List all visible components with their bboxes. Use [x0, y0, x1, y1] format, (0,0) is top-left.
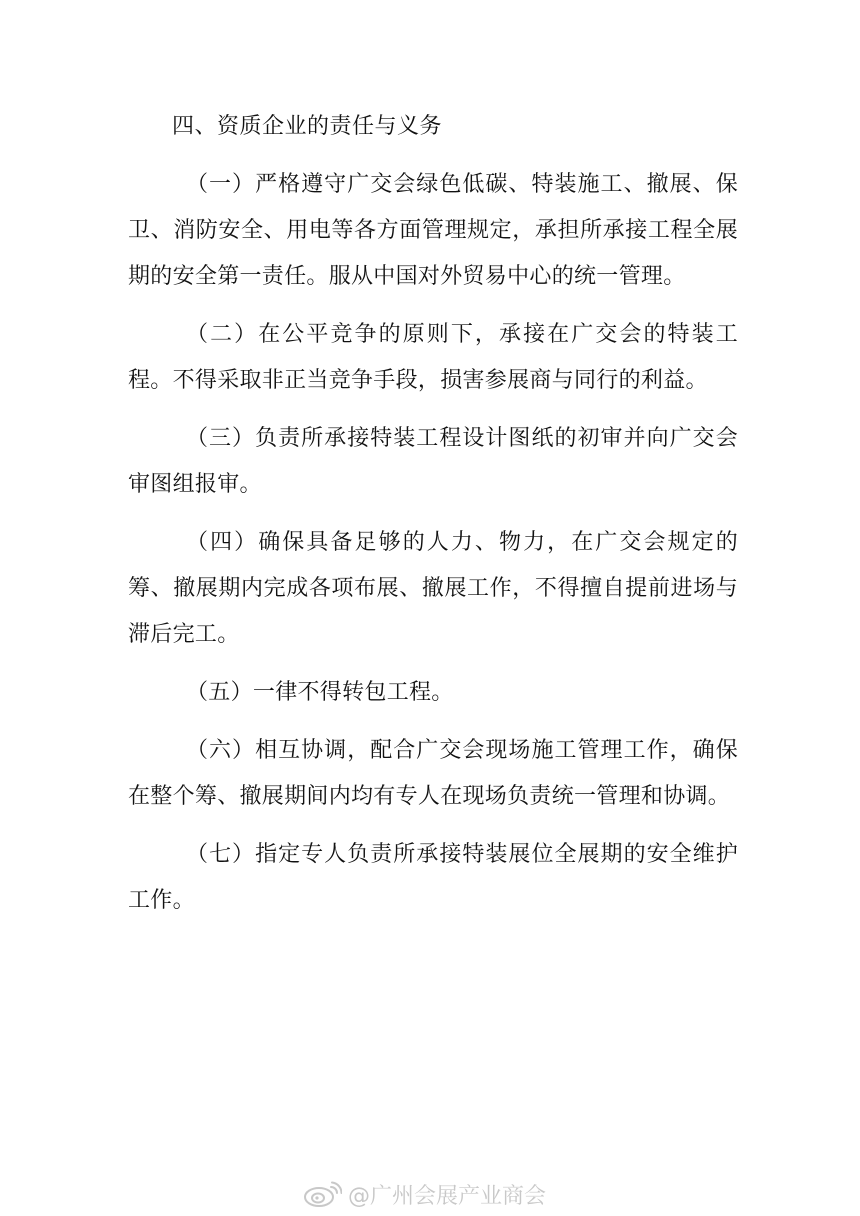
weibo-icon	[302, 1181, 342, 1207]
paragraph-1: （一）严格遵守广交会绿色低碳、特装施工、撤展、保卫、消防安全、用电等各方面管理规定，承担所承接工程全展期的安全第一责任。服从中国对外贸易中心的统一管理。	[128, 172, 738, 289]
watermark-text: @广州会展产业商会	[348, 1183, 547, 1209]
paragraph-3: （三）负责所承接特装工程设计图纸的初审并向广交会审图组报审。	[128, 426, 738, 497]
paragraph-6: （六）相互协调，配合广交会现场施工管理工作，确保在整个筹、撤展期间内均有专人在现场负责统一管理和协调。	[128, 738, 738, 809]
document-body	[128, 104, 738, 936]
section-heading: 四、资质企业的责任与义务	[172, 114, 443, 139]
paragraph-4: （四）确保具备足够的人力、物力，在广交会规定的筹、撤展期内完成各项布展、撤展工作，不得擅自提前进场与滞后完工。	[128, 530, 738, 647]
paragraph-7: （七）指定专人负责所承接特装展位全展期的安全维护工作。	[128, 842, 738, 913]
paragraph-2: （二）在公平竞争的原则下，承接在广交会的特装工程。不得采取非正当竞争手段，损害参展商与同行的利益。	[128, 322, 738, 393]
paragraph-5: （五）一律不得转包工程。	[186, 680, 454, 705]
watermark	[302, 1180, 546, 1208]
